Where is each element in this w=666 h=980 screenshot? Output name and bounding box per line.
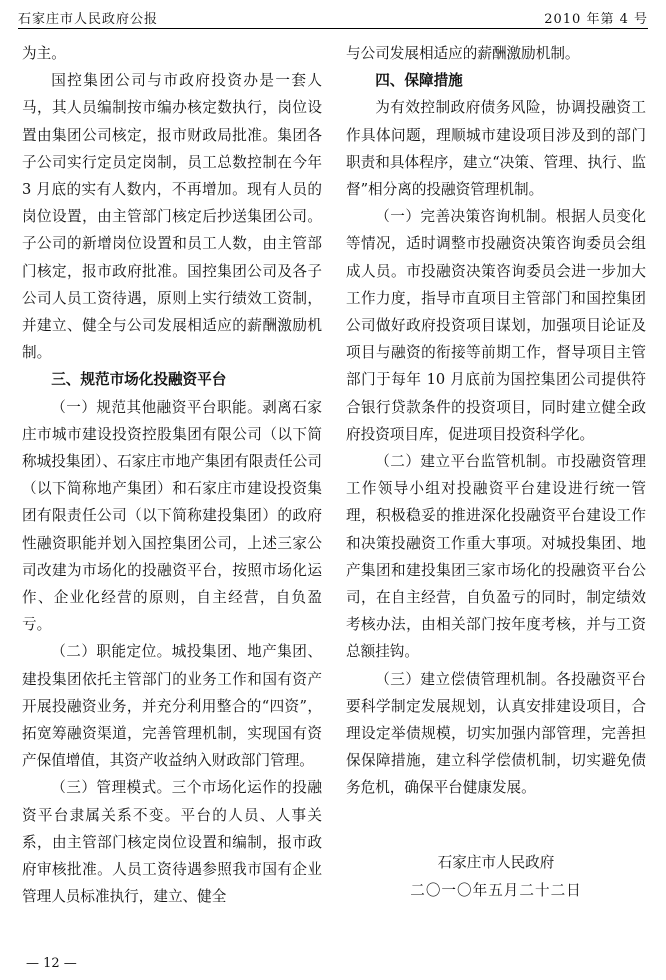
signature-organization: 石家庄市人民政府 (437, 854, 555, 871)
left-column (22, 40, 322, 911)
page-number: — 12 — (26, 956, 77, 971)
paragraph-body: 城投集团、地产集团、建投集团依托主管部门的业务工作和国有资产开展投融资业务，并充分利用整合的“四资”，拓宽筹融资渠道，完善管理机制，实现国有资产保值增值，其资产收益纳入财政部门管理。 (22, 643, 322, 770)
paragraph: 为有效控制政府债务风险，协调投融资工作具体问题，理顺城市建设项目涉及到的部门职责和具体程序，建立“决策、管理、执行、监督”相分离的投融资管理机制。 (346, 99, 646, 199)
paragraph: 与公司发展相适应的薪酬激励机制。 (346, 45, 580, 62)
section-heading: 三、规范市场化投融资平台 (51, 371, 227, 389)
paragraph (346, 448, 646, 666)
paragraph-body: 三个市场化运作的投融资平台隶属关系不变。平台的人员、人事关系，由主管部门核定岗位设置和编制，报市政府审核批准。人员工资待遇参照我市国有企业管理人员标准执行，建立、健全 (22, 779, 322, 906)
paragraph-body: 市投融资管理工作领导小组对投融资平台建设进行统一管理，积极稳妥的推进深化投融资平台建设工作和决策投融资工作重大事项。对城投集团、地产集团和建投集团三家市场化的投融资平台公司，在自主经营，自负盈亏的同时，制定绩效考核办法，由相关部门按年度考核，并与工资总额挂钩。 (346, 453, 646, 661)
paragraph-body: 各投融资平台要科学制定发展规划，认真安排建设项目，合理设定举债规模，切实加强内部管理，完善担保保障措施，建立科学偿债机制，切实避免债务危机，确保平台健康发展。 (346, 670, 646, 797)
signature-date: 二〇一〇年五月二十二日 (410, 882, 582, 899)
right-column (346, 40, 646, 802)
subsection-lead: （二）职能定位。 (51, 643, 172, 661)
paragraph (346, 666, 646, 802)
paragraph (346, 203, 646, 448)
page-header (18, 6, 648, 29)
subsection-lead: （三）建立偿债管理机制。 (375, 670, 557, 688)
journal-title: 石家庄市人民政府公报 (18, 12, 159, 27)
issue-number: 2010 年第 4 号 (544, 12, 648, 27)
paragraph-body: 剥离石家庄市城市建设投资控股集团有限公司（以下简称城投集团）、石家庄市地产集团有限责任公司（以下简称地产集团）和石家庄市建设投资集团有限责任公司（以下简称建投集团）的政府性融资职能并划入国控集团公司，上述三家公司改建为市场化的投融资平台，按照市场化运作、企业化经营的原则，自主经营，自负盈亏。 (22, 398, 322, 634)
subsection-lead: （一）规范其他融资平台职能。 (51, 398, 263, 416)
paragraph (22, 394, 322, 639)
subsection-lead: （三）管理模式。 (51, 779, 172, 797)
paragraph-body: 根据人员变化等情况，适时调整市投融资决策咨询委员会组成人员。市投融资决策咨询委员会进一步加大工作力度，指导市直项目主管部门和国控集团公司做好政府投资项目谋划，加强项目论证及项目与融资的衔接等前期工作，督导项目主管部门于每年 10 月底前为国控集团公司提供符合银行贷款条件的投资项目，同时建立健全政府投资项目库，促进项目投资科学化。 (346, 208, 646, 443)
subsection-lead: （二）建立平台监管机制。 (375, 453, 557, 471)
paragraph: 为主。 (22, 45, 66, 62)
paragraph (22, 774, 322, 910)
section-heading: 四、保障措施 (375, 72, 463, 90)
paragraph (22, 638, 322, 774)
subsection-lead: （一）完善决策咨询机制。 (375, 208, 557, 226)
paragraph: 国控集团公司与市政府投资办是一套人马，其人员编制按市编办核定数执行，岗位设置由集团公司核定，报市财政局批准。集团各子公司实行定员定岗制，员工总数控制在今年 3 月底的实有人数内，不再增加。现有人员的岗位设置，由主管部门核定后抄送集团公司。子公司的新增岗位设置和员工人数，由主管部门核定，报市政府批准。国控集团公司及各子公司人员工资待遇，原则上实行绩效工资制，并建立、健全与公司发展相适应的薪酬激励机制。 (22, 72, 322, 362)
